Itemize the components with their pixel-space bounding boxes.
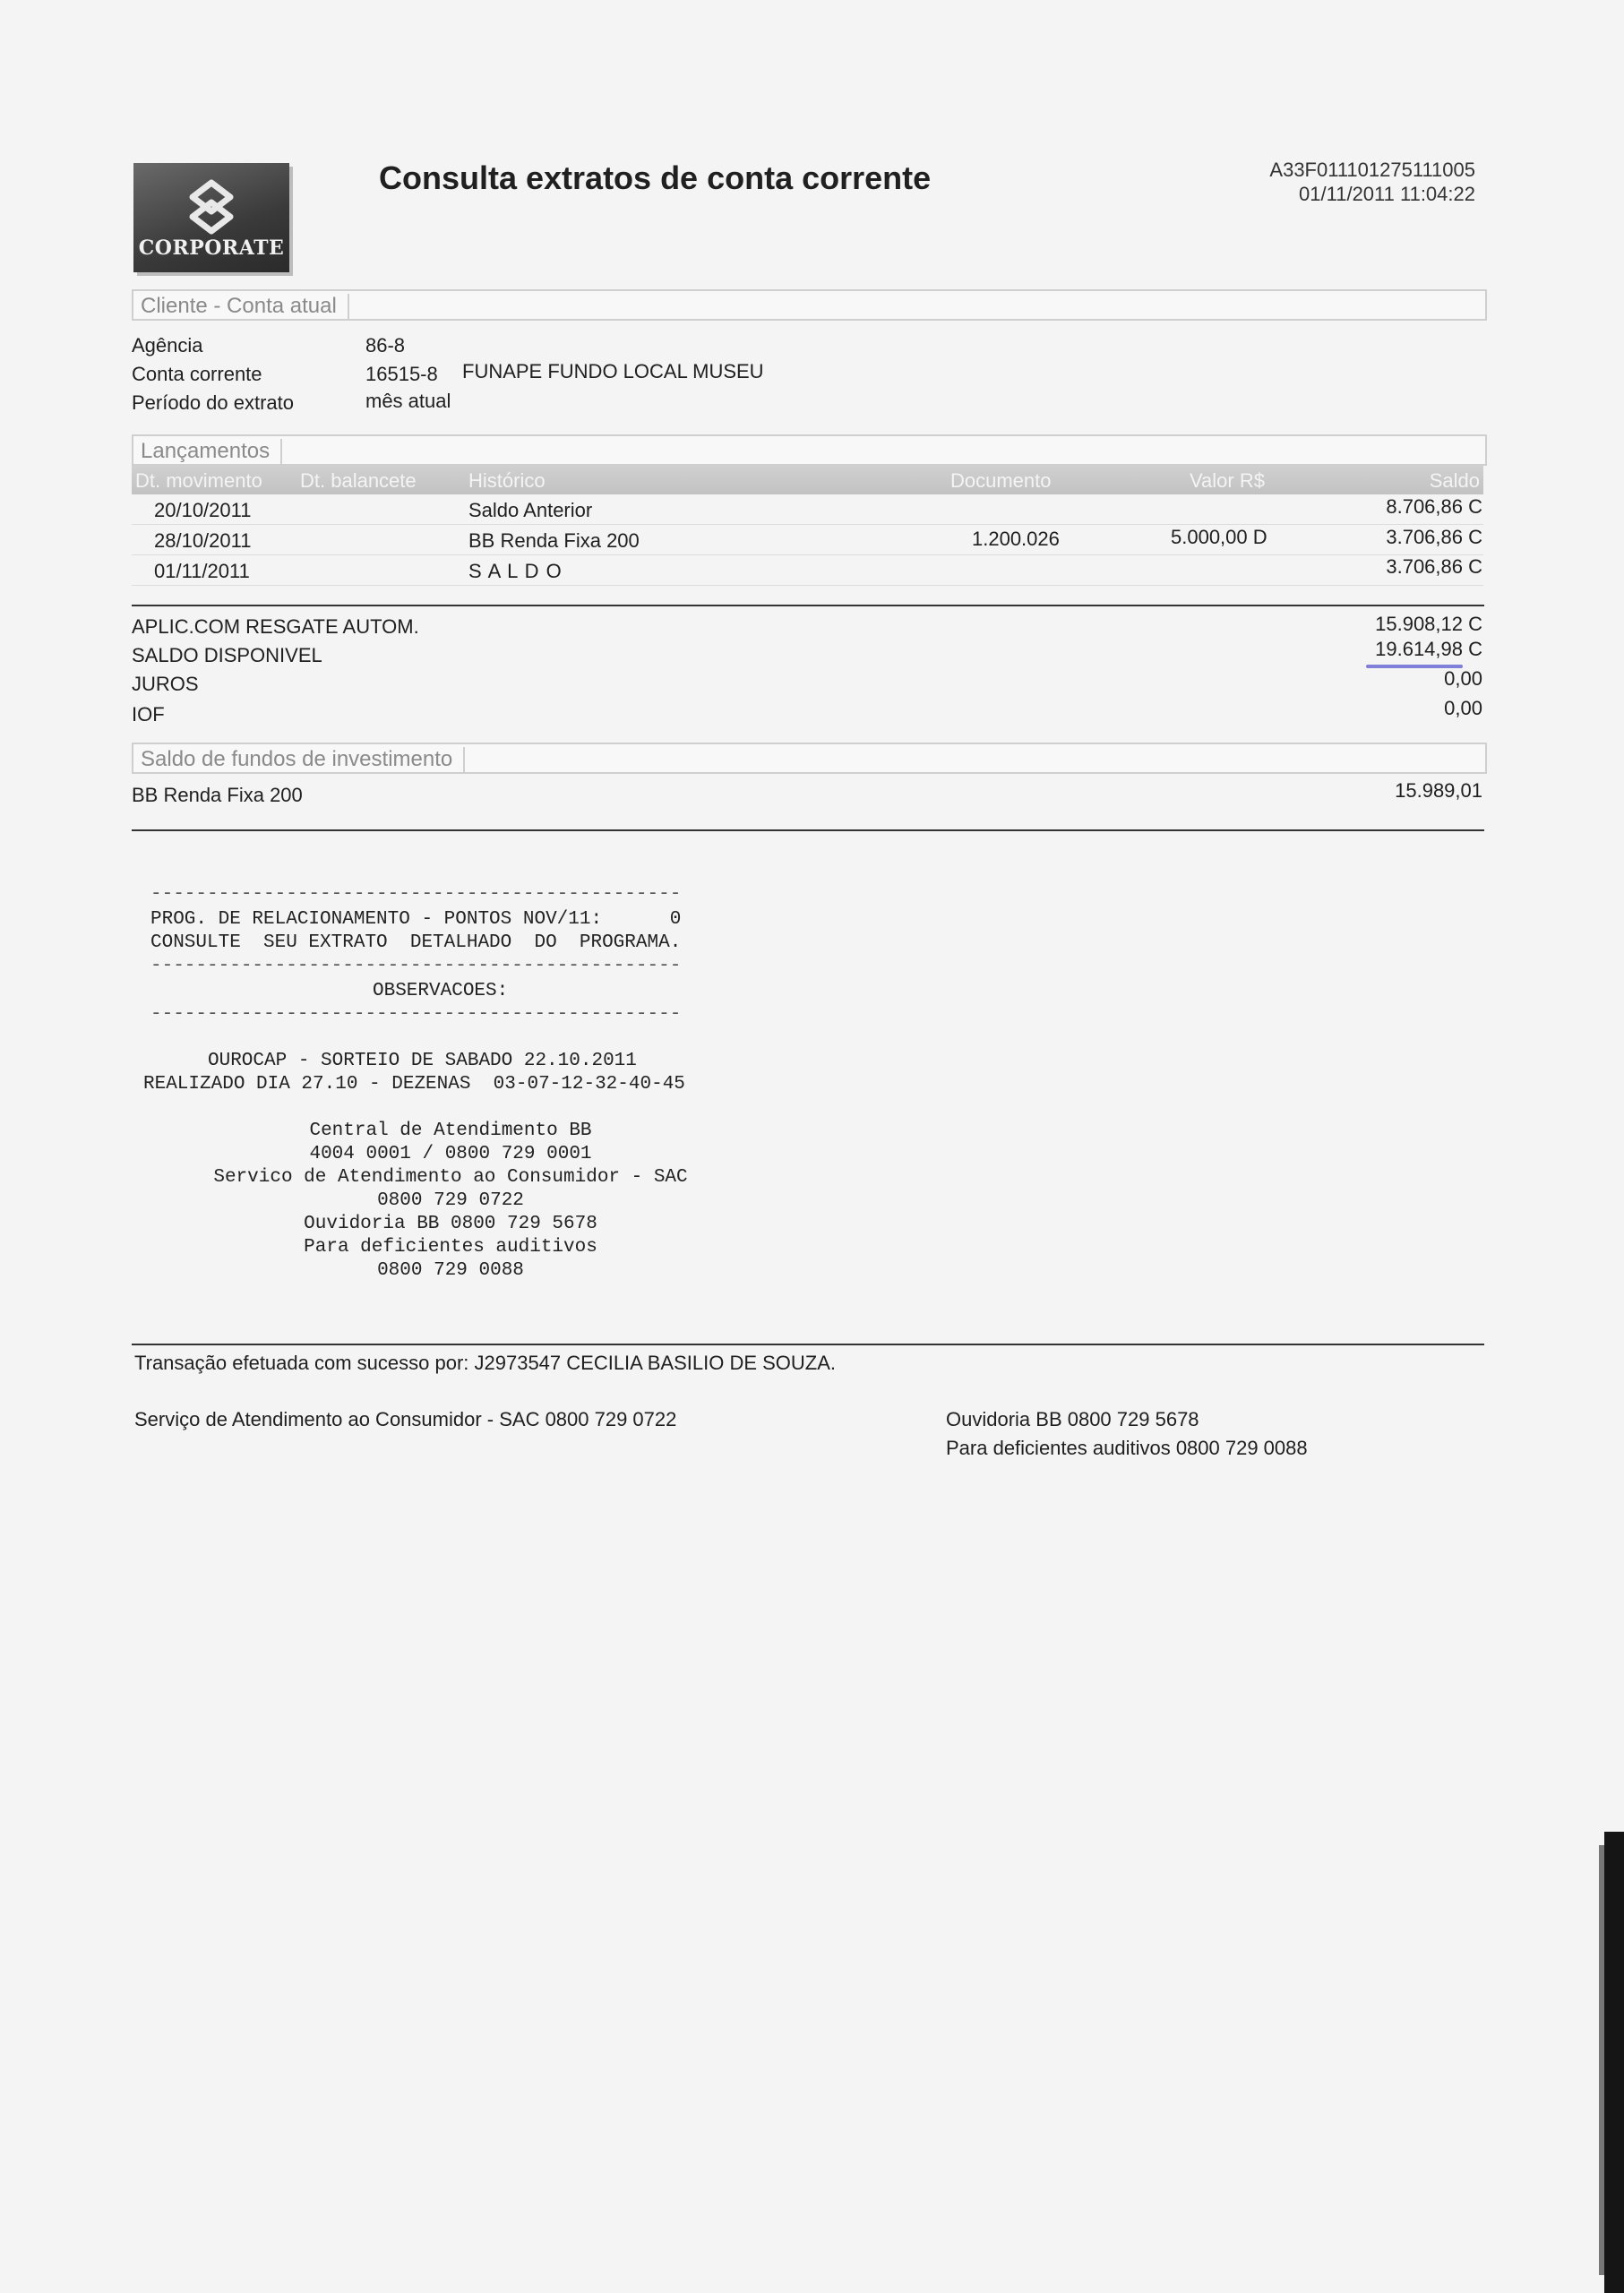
document-code: A33F011101275111005 [1269,159,1475,181]
transacao-text: Transação efetuada com sucesso por: J2973547 CECILIA BASILIO DE SOUZA. [134,1352,837,1374]
footer-divider [132,1344,1484,1345]
col-saldo: Saldo [1429,469,1480,492]
obs-contact-1: Central de Atendimento BB [309,1121,592,1141]
obs-line-pontos: PROG. DE RELACIONAMENTO - PONTOS NOV/11: 0 [150,909,682,930]
row-dt-movimento: 28/10/2011 [154,529,252,552]
total-label-juros: JUROS [132,673,199,695]
bank-logo-icon [178,176,245,238]
total-value-saldo: 19.614,98 C [1375,638,1482,660]
col-valor: Valor R$ [1190,469,1265,492]
bank-logo [133,163,289,272]
row-documento: 1.200.026 [972,528,1060,550]
document-id [1269,158,1475,206]
periodo-value: mês atual [365,390,451,412]
total-label-saldo: SALDO DISPONIVEL [132,644,322,666]
conta-label: Conta corrente [132,363,262,385]
obs-contact-3: Servico de Atendimento ao Consumidor - SAC [213,1167,688,1188]
conta-value: 16515-8 [365,363,438,385]
footer-ouvidoria: Ouvidoria BB 0800 729 5678 [946,1408,1199,1430]
fundos-section-header [132,743,1487,774]
row-saldo: 3.706,86 C [1386,526,1482,548]
fundo-name: BB Renda Fixa 200 [132,784,303,806]
fundos-section-label: Saldo de fundos de investimento [141,747,465,773]
col-historico: Histórico [468,469,546,492]
divider [132,829,1484,831]
row-historico: S A L D O [468,560,563,582]
total-value-aplic: 15.908,12 C [1375,613,1482,635]
total-value-juros: 0,00 [1444,667,1482,690]
obs-contact-5: Ouvidoria BB 0800 729 5678 [304,1214,597,1234]
conta-name: FUNAPE FUNDO LOCAL MUSEU [462,360,764,382]
row-saldo: 8.706,86 C [1386,495,1482,518]
row-historico: BB Renda Fixa 200 [468,529,640,552]
divider [132,605,1484,606]
obs-contact-6: Para deficientes auditivos [304,1237,597,1258]
periodo-label: Período do extrato [132,391,295,414]
obs-contact-4: 0800 729 0722 [377,1190,524,1211]
fundo-value: 15.989,01 [1395,779,1482,802]
footer-deficientes: Para deficientes auditivos 0800 729 0088 [946,1437,1308,1459]
row-divider [132,585,1483,586]
cliente-section-label: Cliente - Conta atual [141,294,349,320]
dash-line: ----------------------------------------------- [150,956,682,976]
total-value-iof: 0,00 [1444,697,1482,719]
lancamentos-table-header [132,466,1483,494]
row-divider [132,554,1483,555]
col-dt-balancete: Dt. balancete [300,469,417,492]
dash-line: ----------------------------------------------- [150,884,682,905]
obs-sorteio-1: OUROCAP - SORTEIO DE SABADO 22.10.2011 [208,1051,637,1071]
row-dt-movimento: 20/10/2011 [154,499,252,521]
obs-title: OBSERVACOES: [373,981,509,1001]
obs-sorteio-2: REALIZADO DIA 27.10 - DEZENAS 03-07-12-32-40-45 [143,1074,685,1095]
dash-line: ----------------------------------------------- [150,1004,682,1025]
agencia-label: Agência [132,334,203,356]
row-valor: 5.000,00 D [1171,526,1267,548]
row-historico: Saldo Anterior [468,499,593,521]
obs-contact-2: 4004 0001 / 0800 729 0001 [309,1144,592,1164]
agencia-value: 86-8 [365,334,406,356]
row-saldo: 3.706,86 C [1386,555,1482,578]
obs-contact-7: 0800 729 0088 [377,1260,524,1281]
lancamentos-section-label: Lançamentos [141,439,282,465]
row-divider [132,524,1483,525]
footer-sac: Serviço de Atendimento ao Consumidor - SAC 0800 729 0722 [134,1408,677,1430]
total-label-iof: IOF [132,703,165,726]
logo-text: CORPORATE [138,236,285,260]
cliente-section-header [132,289,1487,321]
total-label-aplic: APLIC.COM RESGATE AUTOM. [132,615,419,638]
row-dt-movimento: 01/11/2011 [154,560,250,582]
col-dt-movimento: Dt. movimento [135,469,262,492]
document-datetime: 01/11/2011 11:04:22 [1299,183,1475,205]
scan-edge [1604,1832,1624,2293]
col-documento: Documento [950,469,1052,492]
lancamentos-section-header [132,434,1487,466]
obs-line-consulte: CONSULTE SEU EXTRATO DETALHADO DO PROGRAMA. [150,932,682,953]
page-title: Consulta extratos de conta corrente [379,159,932,196]
